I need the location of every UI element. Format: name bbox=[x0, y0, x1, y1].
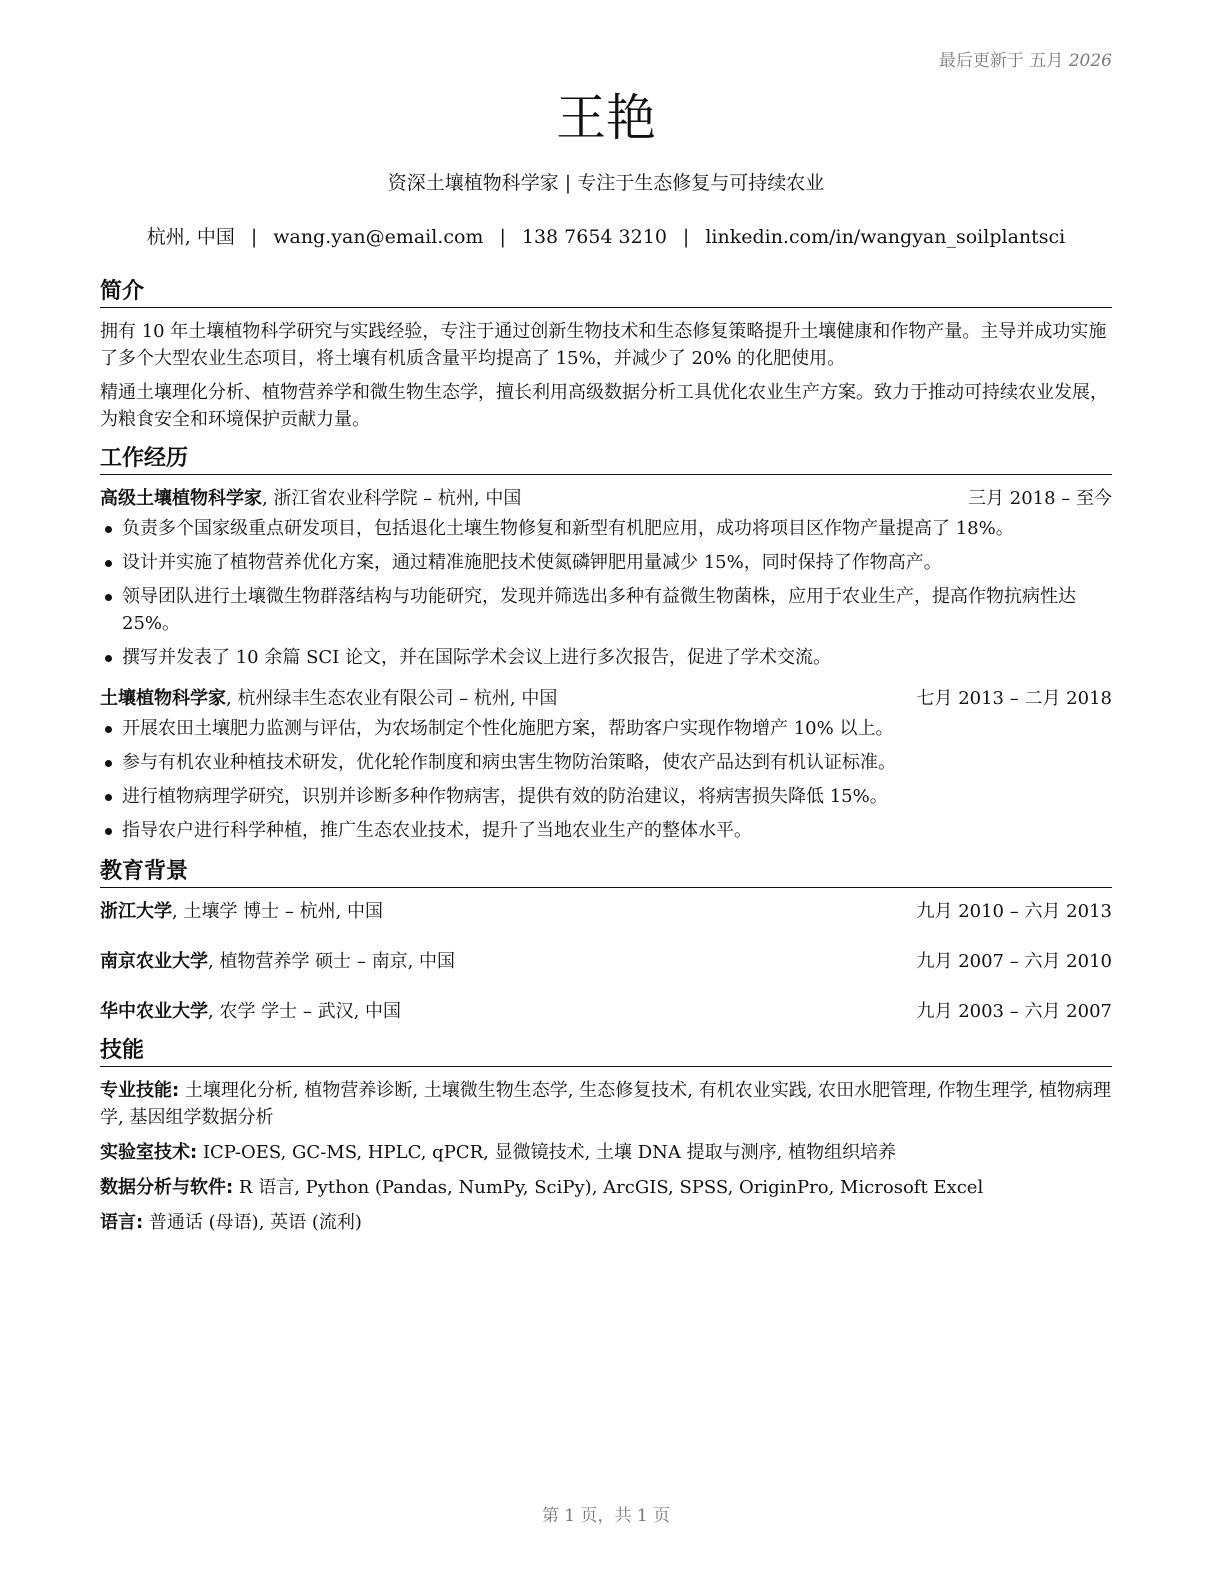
job-entry bbox=[100, 685, 1112, 844]
education-school-detail bbox=[100, 898, 383, 925]
education-section bbox=[100, 858, 1112, 1025]
job-bullets bbox=[100, 515, 1112, 671]
skill-label: 专业技能: bbox=[100, 1080, 180, 1101]
contact-email[interactable]: wang.yan@email.com bbox=[273, 226, 484, 248]
list-item: 设计并实施了植物营养优化方案，通过精准施肥技术使氮磷钾肥用量减少 15%，同时保持了作物高产。 bbox=[100, 549, 1112, 576]
experience-section bbox=[100, 445, 1112, 844]
job-dates: 七月 2013 – 二月 2018 bbox=[916, 688, 1112, 709]
education-school-detail bbox=[100, 948, 455, 975]
contact-location: 杭州, 中国 bbox=[146, 226, 235, 248]
skill-row bbox=[100, 1174, 1112, 1201]
contact-separator: | bbox=[250, 226, 258, 248]
list-item: 开展农田土壤肥力监测与评估，为农场制定个性化施肥方案，帮助客户实现作物增产 10% 以上。 bbox=[100, 715, 1112, 742]
job-bullets bbox=[100, 715, 1112, 844]
job-header bbox=[100, 485, 1112, 512]
skill-label: 数据分析与软件: bbox=[100, 1177, 234, 1198]
updated-prefix: 最后更新于 bbox=[938, 51, 1024, 71]
candidate-name: 王艳 bbox=[556, 89, 656, 147]
skill-row bbox=[100, 1209, 1112, 1236]
contact-phone: 138 7654 3210 bbox=[521, 226, 667, 248]
job-role: 土壤植物科学家 bbox=[100, 688, 226, 709]
summary-title: 简介 bbox=[100, 278, 1112, 308]
skills-section bbox=[100, 1037, 1112, 1236]
education-dates: 九月 2007 – 六月 2010 bbox=[916, 951, 1112, 972]
job-entry bbox=[100, 485, 1112, 671]
list-item: 进行植物病理学研究，识别并诊断多种作物病害，提供有效的防治建议，将病害损失降低 15%。 bbox=[100, 783, 1112, 810]
skill-label: 语言: bbox=[100, 1212, 144, 1233]
contact-separator: | bbox=[682, 226, 690, 248]
education-school: 南京农业大学 bbox=[100, 951, 208, 972]
summary-section bbox=[100, 278, 1112, 433]
job-dates: 三月 2018 – 至今 bbox=[968, 488, 1112, 509]
education-title: 教育背景 bbox=[100, 858, 1112, 888]
job-header bbox=[100, 685, 1112, 712]
job-role-org bbox=[100, 485, 521, 512]
education-row bbox=[100, 948, 1112, 975]
skill-value: R 语言, Python (Pandas, NumPy, SciPy), ArcGIS, SPSS, OriginPro, Microsoft Excel bbox=[233, 1177, 984, 1198]
list-item: 负责多个国家级重点研发项目，包括退化土壤生物修复和新型有机肥应用，成功将项目区作物产量提高了 18%。 bbox=[100, 515, 1112, 542]
education-school: 华中农业大学 bbox=[100, 1001, 208, 1022]
last-updated bbox=[939, 46, 1112, 71]
experience-title: 工作经历 bbox=[100, 445, 1112, 475]
updated-year: 2026 bbox=[1068, 51, 1112, 71]
list-item: 领导团队进行土壤微生物群落结构与功能研究，发现并筛选出多种有益微生物菌株，应用于农业生产，提高作物抗病性达 25%。 bbox=[100, 583, 1112, 637]
contact-separator: | bbox=[499, 226, 506, 248]
education-row bbox=[100, 998, 1112, 1025]
job-role-org bbox=[100, 685, 557, 712]
education-detail: , 植物营养学 硕士 – 南京, 中国 bbox=[208, 951, 456, 972]
resume-content bbox=[100, 278, 1112, 1248]
job-org: , 浙江省农业科学院 – 杭州, 中国 bbox=[262, 488, 522, 509]
skill-label: 实验室技术: bbox=[100, 1142, 198, 1163]
skill-value: ICP-OES, GC-MS, HPLC, qPCR, 显微镜技术, 土壤 DNA 提取与测序, 植物组织培养 bbox=[197, 1142, 897, 1163]
education-school-detail bbox=[100, 998, 401, 1025]
skill-value: 土壤理化分析, 植物营养诊断, 土壤微生物生态学, 生态修复技术, 有机农业实践, 农田水肥管理, 作物生理学, 植物病理学, 基因组学数据分析 bbox=[100, 1080, 1112, 1128]
skill-row bbox=[100, 1077, 1112, 1131]
education-school: 浙江大学 bbox=[100, 901, 172, 922]
summary-paragraph: 拥有 10 年土壤植物科学研究与实践经验，专注于通过创新生物技术和生态修复策略提升土壤健康和作物产量。主导并成功实施了多个大型农业生态项目，将土壤有机质含量平均提高了 15%，并减少了 20% 的化肥使用。 bbox=[100, 321, 1107, 369]
skill-row bbox=[100, 1139, 1112, 1166]
skill-value: 普通话 (母语), 英语 (流利) bbox=[143, 1212, 362, 1233]
contact-linkedin[interactable]: linkedin.com/in/wangyan_soilplantsci bbox=[705, 226, 1066, 248]
skills-title: 技能 bbox=[100, 1037, 1112, 1067]
job-role: 高级土壤植物科学家 bbox=[100, 488, 262, 509]
summary-paragraph: 精通土壤理化分析、植物营养学和微生物生态学，擅长利用高级数据分析工具优化农业生产方案。致力于推动可持续农业发展，为粮食安全和环境保护贡献力量。 bbox=[100, 382, 1108, 430]
updated-month: 五月 bbox=[1029, 51, 1064, 71]
education-dates: 九月 2003 – 六月 2007 bbox=[916, 1001, 1112, 1022]
contact-line bbox=[100, 224, 1112, 250]
list-item: 指导农户进行科学种植，推广生态农业技术，提升了当地农业生产的整体水平。 bbox=[100, 817, 1112, 844]
resume-page bbox=[100, 0, 1112, 1584]
education-dates: 九月 2010 – 六月 2013 bbox=[916, 901, 1112, 922]
education-row bbox=[100, 898, 1112, 925]
list-item: 撰写并发表了 10 余篇 SCI 论文，并在国际学术会议上进行多次报告，促进了学术交流。 bbox=[100, 644, 1112, 671]
education-detail: , 土壤学 博士 – 杭州, 中国 bbox=[172, 901, 384, 922]
education-detail: , 农学 学士 – 武汉, 中国 bbox=[208, 1001, 402, 1022]
candidate-tagline: 资深土壤植物科学家 | 专注于生态修复与可持续农业 bbox=[387, 172, 825, 194]
job-org: , 杭州绿丰生态农业有限公司 – 杭州, 中国 bbox=[226, 688, 558, 709]
list-item: 参与有机农业种植技术研发，优化轮作制度和病虫害生物防治策略，使农产品达到有机认证标准。 bbox=[100, 749, 1112, 776]
page-indicator: 第 1 页，共 1 页 bbox=[541, 1506, 671, 1526]
